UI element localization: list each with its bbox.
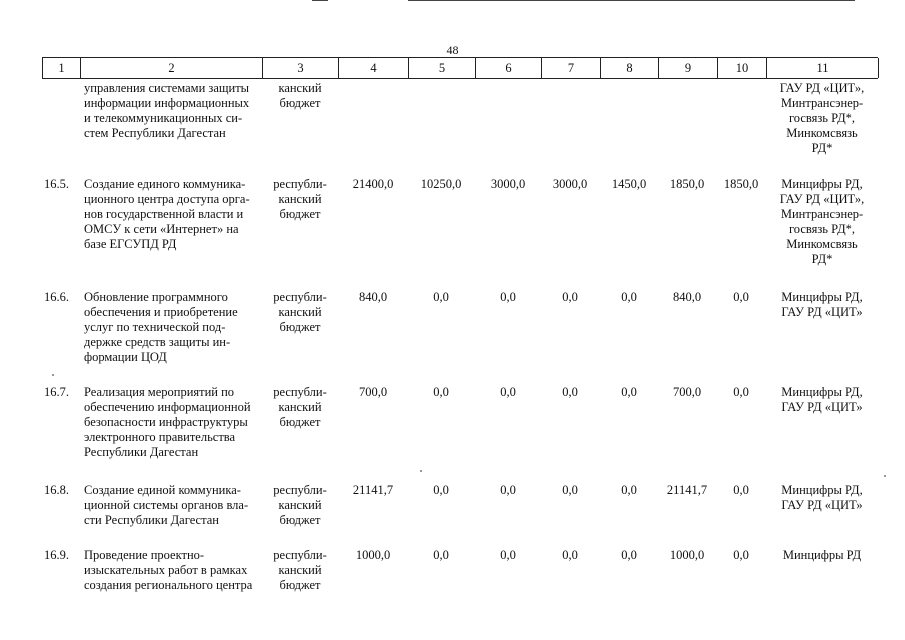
executor-line: Минкомсвязь (786, 126, 858, 140)
measure-name-line: Республики Дагестан (84, 445, 199, 459)
measure-name-line: формации ЦОД (84, 350, 167, 364)
page-number: 48 (446, 43, 459, 57)
amount-cell: 3000,0 (552, 177, 588, 191)
funding-source-line: бюджет (279, 320, 321, 334)
funding-source-line: республи- (273, 290, 327, 304)
funding-source-line: канский (278, 498, 322, 512)
amount-cell: 0,0 (621, 548, 637, 562)
amount-cell: 0,0 (500, 385, 516, 399)
amount-cell: 1000,0 (669, 548, 705, 562)
row-number: 16.8. (44, 483, 69, 497)
executor-line: ГАУ РД «ЦИТ» (781, 498, 863, 512)
executor-line: Минтрансэнер- (780, 96, 864, 110)
amount-cell: 0,0 (500, 483, 516, 497)
executor-line: ГАУ РД «ЦИТ» (781, 305, 863, 319)
measure-name-line: стем Республики Дагестан (84, 126, 226, 140)
amount-cell: 1000,0 (355, 548, 391, 562)
executor-line: РД* (811, 252, 833, 266)
header-col-5: 5 (408, 58, 475, 78)
executor-line: госвязь РД*, (788, 111, 856, 125)
executor-line: ГАУ РД «ЦИТ», (779, 81, 865, 95)
executor-line: Минтрансэнер- (780, 207, 864, 221)
funding-source-line: республи- (273, 385, 327, 399)
measure-name-line: ционной системы органов вла- (84, 498, 249, 512)
funding-source-line: бюджет (279, 513, 321, 527)
measure-name-line: электронного правительства (84, 430, 236, 444)
row-number: 16.7. (44, 385, 69, 399)
header-col-11: 11 (766, 58, 879, 78)
executor-line: Минцифры РД, (781, 385, 863, 399)
amount-cell: 10250,0 (420, 177, 462, 191)
amount-cell: 21141,7 (666, 483, 708, 497)
scan-speck (52, 374, 54, 376)
row-number: 16.6. (44, 290, 69, 304)
measure-name-line: обеспечения и приобретение (84, 305, 238, 319)
amount-cell: 840,0 (358, 290, 388, 304)
amount-cell: 700,0 (672, 385, 702, 399)
header-col-2: 2 (80, 58, 262, 78)
header-col-4: 4 (338, 58, 408, 78)
scan-speck (884, 475, 886, 477)
amount-cell: 700,0 (358, 385, 388, 399)
amount-cell: 840,0 (672, 290, 702, 304)
measure-name-line: держке средств защиты ин- (84, 335, 231, 349)
executor-line: Минцифры РД, (781, 483, 863, 497)
measure-name-line: обеспечению информационной (84, 400, 251, 414)
amount-cell: 0,0 (733, 385, 749, 399)
amount-cell: 0,0 (433, 548, 449, 562)
executor-line: РД* (811, 141, 833, 155)
measure-name-line: Проведение проектно- (84, 548, 205, 562)
measure-name-line: информации информационных (84, 96, 250, 110)
amount-cell: 0,0 (562, 385, 578, 399)
row-number: 16.5. (44, 177, 69, 191)
measure-name-line: и телекоммуникационных си- (84, 111, 243, 125)
funding-source-line: республи- (273, 483, 327, 497)
amount-cell: 1850,0 (669, 177, 705, 191)
funding-source-line: канский (278, 81, 322, 95)
executor-line: Минцифры РД, (781, 290, 863, 304)
header-col-6: 6 (475, 58, 541, 78)
amount-cell: 0,0 (433, 385, 449, 399)
amount-cell: 1450,0 (611, 177, 647, 191)
funding-source-line: республи- (273, 177, 327, 191)
amount-cell: 0,0 (733, 483, 749, 497)
table-header (42, 57, 878, 79)
executor-line: ГАУ РД «ЦИТ», (779, 192, 865, 206)
measure-name-line: Создание единого коммуника- (84, 177, 246, 191)
funding-source-line: республи- (273, 548, 327, 562)
measure-name-line: создания регионального центра (84, 578, 253, 592)
amount-cell: 3000,0 (490, 177, 526, 191)
amount-cell: 0,0 (562, 483, 578, 497)
funding-source-line: бюджет (279, 415, 321, 429)
funding-source-line: канский (278, 563, 322, 577)
measure-name-line: Создание единой коммуника- (84, 483, 241, 497)
funding-source-line: бюджет (279, 207, 321, 221)
top-rule-right (408, 0, 855, 1)
measure-name-line: Обновление программного (84, 290, 228, 304)
measure-name-line: услуг по технической под- (84, 320, 226, 334)
measure-name-line: нов государственной власти и (84, 207, 244, 221)
amount-cell: 0,0 (733, 290, 749, 304)
amount-cell: 0,0 (621, 290, 637, 304)
amount-cell: 0,0 (433, 483, 449, 497)
executor-line: Минцифры РД (782, 548, 862, 562)
amount-cell: 21141,7 (352, 483, 394, 497)
header-col-9: 9 (658, 58, 717, 78)
amount-cell: 21400,0 (352, 177, 394, 191)
header-col-8: 8 (600, 58, 658, 78)
amount-cell: 0,0 (500, 290, 516, 304)
header-col-3: 3 (262, 58, 338, 78)
amount-cell: 0,0 (621, 483, 637, 497)
measure-name-line: изыскательных работ в рамках (84, 563, 248, 577)
executor-line: Минцифры РД, (781, 177, 863, 191)
measure-name-line: управления системами защиты (84, 81, 250, 95)
measure-name-line: безопасности инфраструктуры (84, 415, 248, 429)
header-col-7: 7 (541, 58, 600, 78)
measure-name-line: базе ЕГСУПД РД (84, 237, 177, 251)
funding-source-line: бюджет (279, 578, 321, 592)
funding-source-line: канский (278, 400, 322, 414)
amount-cell: 0,0 (562, 290, 578, 304)
measure-name-line: Реализация мероприятий по (84, 385, 235, 399)
funding-source-line: канский (278, 305, 322, 319)
executor-line: ГАУ РД «ЦИТ» (781, 400, 863, 414)
amount-cell: 0,0 (433, 290, 449, 304)
header-col-10: 10 (717, 58, 766, 78)
scan-speck (420, 470, 422, 472)
amount-cell: 0,0 (621, 385, 637, 399)
funding-source-line: канский (278, 192, 322, 206)
amount-cell: 1850,0 (723, 177, 759, 191)
measure-name-line: сти Республики Дагестан (84, 513, 219, 527)
funding-source-line: бюджет (279, 96, 321, 110)
executor-line: госвязь РД*, (788, 222, 856, 236)
measure-name-line: ОМСУ к сети «Интернет» на (84, 222, 239, 236)
amount-cell: 0,0 (562, 548, 578, 562)
header-col-1: 1 (42, 58, 80, 78)
row-number: 16.9. (44, 548, 69, 562)
measure-name-line: ционного центра доступа орга- (84, 192, 250, 206)
amount-cell: 0,0 (500, 548, 516, 562)
amount-cell: 0,0 (733, 548, 749, 562)
top-rule-left (312, 0, 328, 1)
executor-line: Минкомсвязь (786, 237, 858, 251)
